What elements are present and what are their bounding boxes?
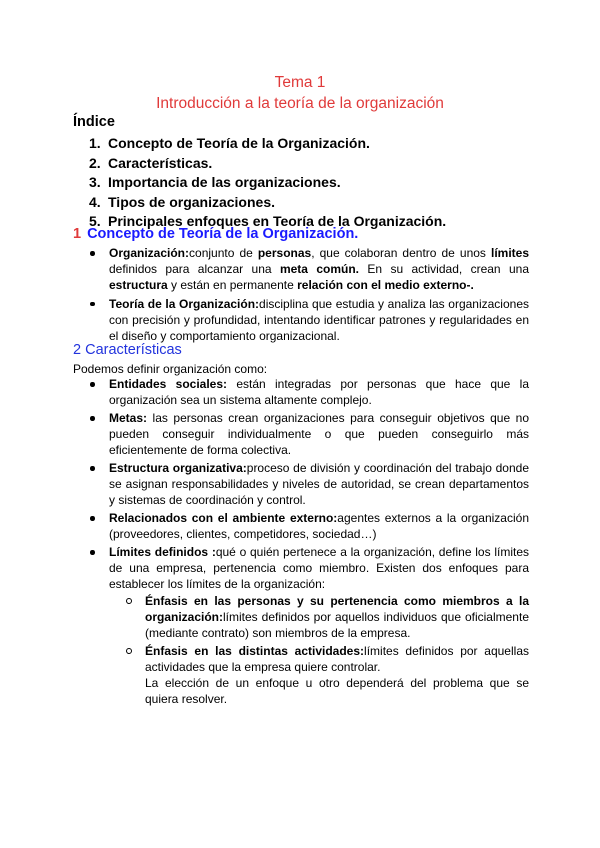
bullet-estructura: Estructura organizativa:proceso de división y coordinación del trabajo donde se asignan responsabilidades y niveles de autoridad, se crean departamentos y sistemas de coordinación y control.	[73, 460, 529, 508]
index-item: 4. Tipos de organizaciones.	[89, 193, 276, 210]
section2-intro: Podemos definir organización como:	[73, 362, 268, 376]
index-item: 2. Características.	[89, 154, 213, 171]
bullet-limites: Límites definidos :qué o quién pertenece a la organización, define los límites de una empresa, pertenencia como miembro. Existen dos enfoques para establecer los límites de la organización: Énfasis en las personas y su pertenencia como miembros a la organización:límites definidos por aquellos individuos que oficialmente (mediante contrato) son miembros de la empresa. Énfasis en las distintas actividades:límites definidos por aquellas actividades que la empresa quiere controlar. La elección de un enfoque u otro dependerá del problema que se quiera resolver.	[73, 544, 529, 707]
bullet-organizacion: Organización:conjunto de personas, que colaboran dentro de unos límites definidos para alcanzar una meta común. En su actividad, crean una estructura y están en permanente relación con el medio externo-.	[73, 245, 529, 293]
doc-title: Tema 1	[274, 74, 326, 91]
section2-bullets	[73, 376, 529, 707]
bullet-teoria: Teoría de la Organización:disciplina que estudia y analiza las organizaciones con precisión y profundidad, intentando identificar patrones y regularidades en el diseño y comportamiento organizacional.	[73, 296, 529, 344]
subbullet-actividades: Énfasis en las distintas actividades:límites definidos por aquellas actividades que la empresa quiere controlar. La elección de un enfoque u otro dependerá del problema que se quiera resolver.	[109, 643, 529, 707]
bullet-entidades: Entidades sociales: están integradas por personas que hace que la organización sea un sistema altamente complejo.	[73, 376, 529, 408]
index-item: 5. Principales enfoques en Teoría de la Organización.	[89, 213, 447, 229]
bullet-metas: Metas: las personas crean organizaciones para conseguir objetivos que no pueden conseguir individualmente o que pueden conseguirlo más eficientemente de forma colectiva.	[73, 410, 529, 458]
section1-bullets	[73, 245, 529, 344]
section1-heading: 1 Concepto de Teoría de la Organización.	[73, 226, 359, 242]
index-item: 3. Importancia de las organizaciones.	[89, 174, 341, 190]
section2-heading: 2 Características	[73, 342, 182, 358]
bullet-ambiente: Relacionados con el ambiente externo:agentes externos a la organización (proveedores, clientes, competidores, sociedad…)	[73, 510, 529, 542]
doc-subtitle: Introducción a la teoría de la organización	[156, 95, 444, 112]
index-heading: Índice	[73, 114, 115, 130]
subbullet-personas: Énfasis en las personas y su pertenencia como miembros a la organización:límites definidos por aquellos individuos que oficialmente (mediante contrato) son miembros de la empresa.	[109, 593, 529, 641]
limites-subbullets	[109, 593, 529, 707]
closing-text: La elección de un enfoque u otro dependerá del problema que se quiera resolver.	[145, 676, 529, 706]
index-item: 1. Concepto de Teoría de la Organización.	[89, 135, 370, 151]
index-list	[89, 134, 446, 232]
